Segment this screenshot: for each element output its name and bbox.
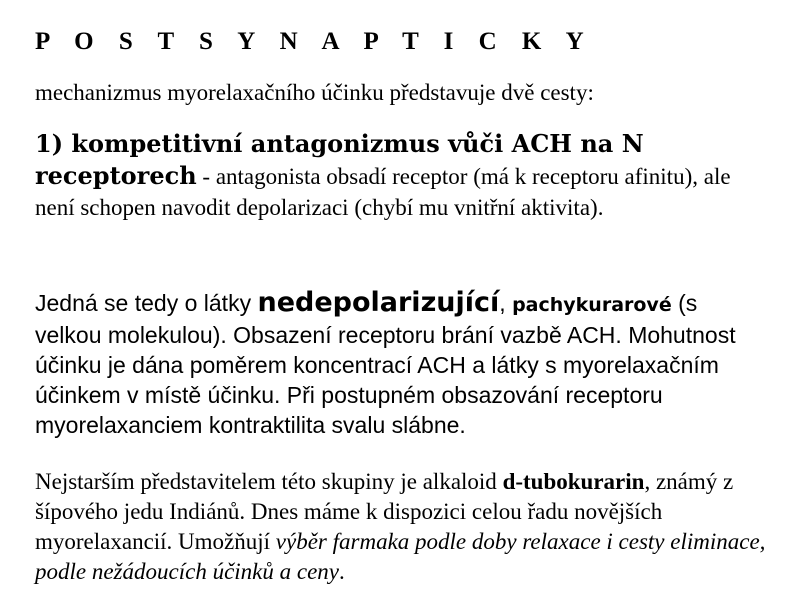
tubocurarine-text-2: , známý z šípového jedu Indiánů. Dnes máme k dispozici celou řadu novějších myorelaxancií. Umožňují [35,469,734,554]
competitive-antagonism-heading: 1) kompetitivní antagonizmus vůči ACH na N receptorech [35,129,644,190]
slide-title: P O S T S Y N A P T I C K Y [35,28,594,55]
pachycurare-term: pachykurarové [512,294,672,316]
paragraph-nondepolarizing [35,288,770,440]
intro-text: mechanizmus myorelaxačního účinku představuje dvě cesty: [35,80,594,105]
nondepolarizing-text-3: (s velkou molekulou). Obsazení receptoru brání vazbě ACH. Mohutnost účinku je dána poměrem koncentrací ACH a látky s myorelaxačním účinkem v místě účinku. Při postupném obsazování receptoru myorelaxanciem kontraktilita svalu slábne. [35,290,736,438]
nondepolarizing-term: nedepolarizující [257,287,500,318]
tubocurarine-text-1: Nejstarším představitelem této skupiny je alkaloid [35,469,503,494]
nondepolarizing-text-2: , [499,290,513,316]
tubocurarine-term: d-tubokurarin [502,469,645,494]
paragraph-competitive-antagonism [35,128,770,223]
nondepolarizing-text-1: Jedná se tedy o látky [35,290,258,316]
competitive-antagonism-text: - antagonista obsadí receptor (má k receptoru afinitu), ale není schopen navodit depolarizaci (chybí mu vnitřní aktivita). [35,164,731,220]
paragraph-tubocurarine [35,467,770,587]
tubocurarine-text-3: . [339,559,345,584]
selection-criteria-italic: výběr farmaka podle doby relaxace i cesty eliminace, podle nežádoucích účinků a ceny [35,529,766,584]
